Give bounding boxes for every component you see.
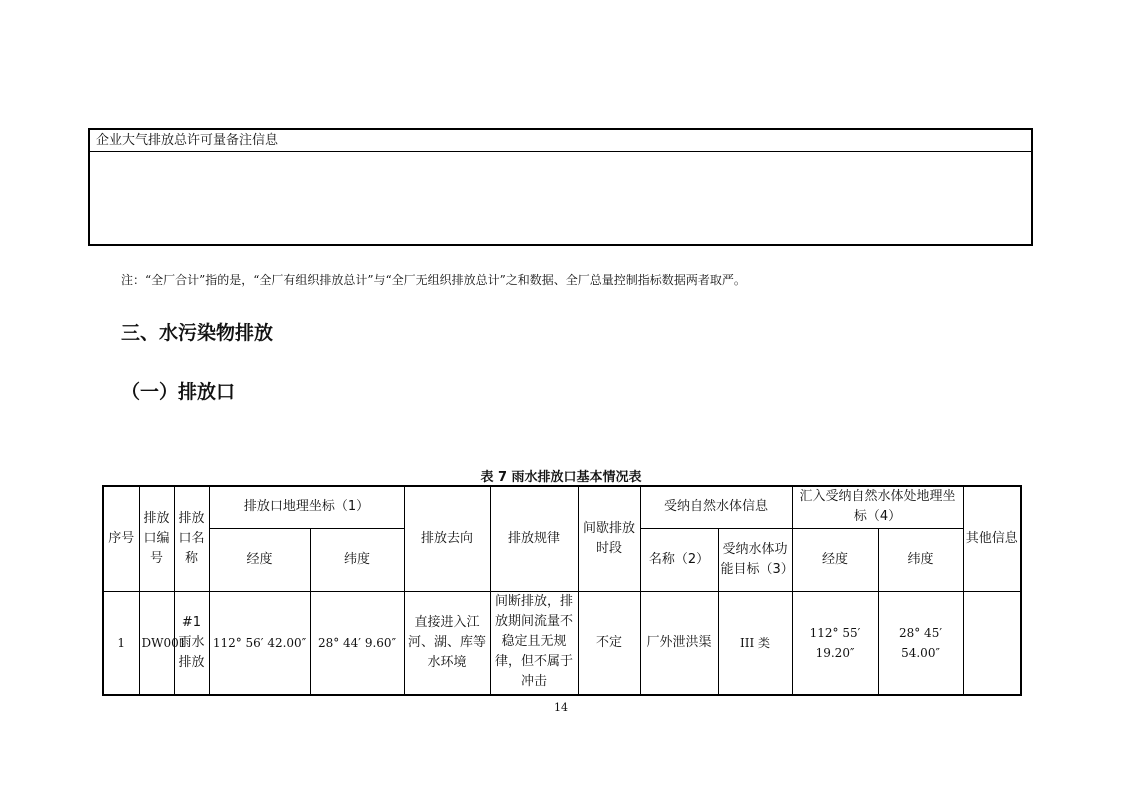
cell-longitude: 112° 56′ 42.00″ [209, 591, 310, 695]
header-destination: 排放去向 [404, 486, 490, 591]
cell-outlet-name: #1雨水排放 [174, 591, 209, 695]
header-rw-function-goal: 受纳水体功能目标（3） [718, 528, 792, 591]
cell-other [963, 591, 1021, 695]
cell-pattern: 间断排放，排放期间流量不稳定且无规律，但不属于冲击 [490, 591, 578, 695]
cell-rw-name: 厂外泄洪渠 [640, 591, 718, 695]
header-outlet-name: 排放口名称 [174, 486, 209, 591]
header-receiving-water: 受纳自然水体信息 [640, 486, 792, 528]
header-intermittent-period: 间歇排放时段 [578, 486, 640, 591]
rainwater-outlet-table [102, 485, 1022, 696]
header-geo-coords: 排放口地理坐标（1） [209, 486, 404, 528]
cell-latitude: 28° 44′ 9.60″ [310, 591, 404, 695]
remarks-box [88, 128, 1033, 246]
header-rw-name: 名称（2） [640, 528, 718, 591]
cell-conf-latitude: 28° 45′ 54.00″ [878, 591, 963, 695]
cell-rw-function-goal: III 类 [718, 591, 792, 695]
header-outlet-code: 排放口编号 [139, 486, 174, 591]
cell-outlet-code: DW001 [139, 591, 174, 695]
subsection-heading: （一）排放口 [121, 381, 236, 403]
cell-intermittent-period: 不定 [578, 591, 640, 695]
table-caption: 表 7 雨水排放口基本情况表 [480, 470, 642, 485]
header-longitude: 经度 [209, 528, 310, 591]
header-conf-latitude: 纬度 [878, 528, 963, 591]
header-latitude: 纬度 [310, 528, 404, 591]
section-heading: 三、水污染物排放 [121, 322, 274, 344]
header-pattern: 排放规律 [490, 486, 578, 591]
table-row [103, 591, 1021, 695]
remarks-box-title: 企业大气排放总许可量备注信息 [90, 130, 1031, 152]
page-number: 14 [554, 701, 568, 714]
header-conf-longitude: 经度 [792, 528, 878, 591]
header-seq: 序号 [103, 486, 139, 591]
cell-conf-longitude: 112° 55′ 19.20″ [792, 591, 878, 695]
cell-seq: 1 [103, 591, 139, 695]
note-text: 注：“全厂合计”指的是，“全厂有组织排放总计”与“全厂无组织排放总计”之和数据、全厂总量控制指标数据两者取严。 [121, 273, 746, 287]
table-header-row [103, 486, 1021, 528]
header-other: 其他信息 [963, 486, 1021, 591]
cell-destination: 直接进入江河、湖、库等水环境 [404, 591, 490, 695]
header-confluence-coords: 汇入受纳自然水体处地理坐标（4） [792, 486, 963, 528]
